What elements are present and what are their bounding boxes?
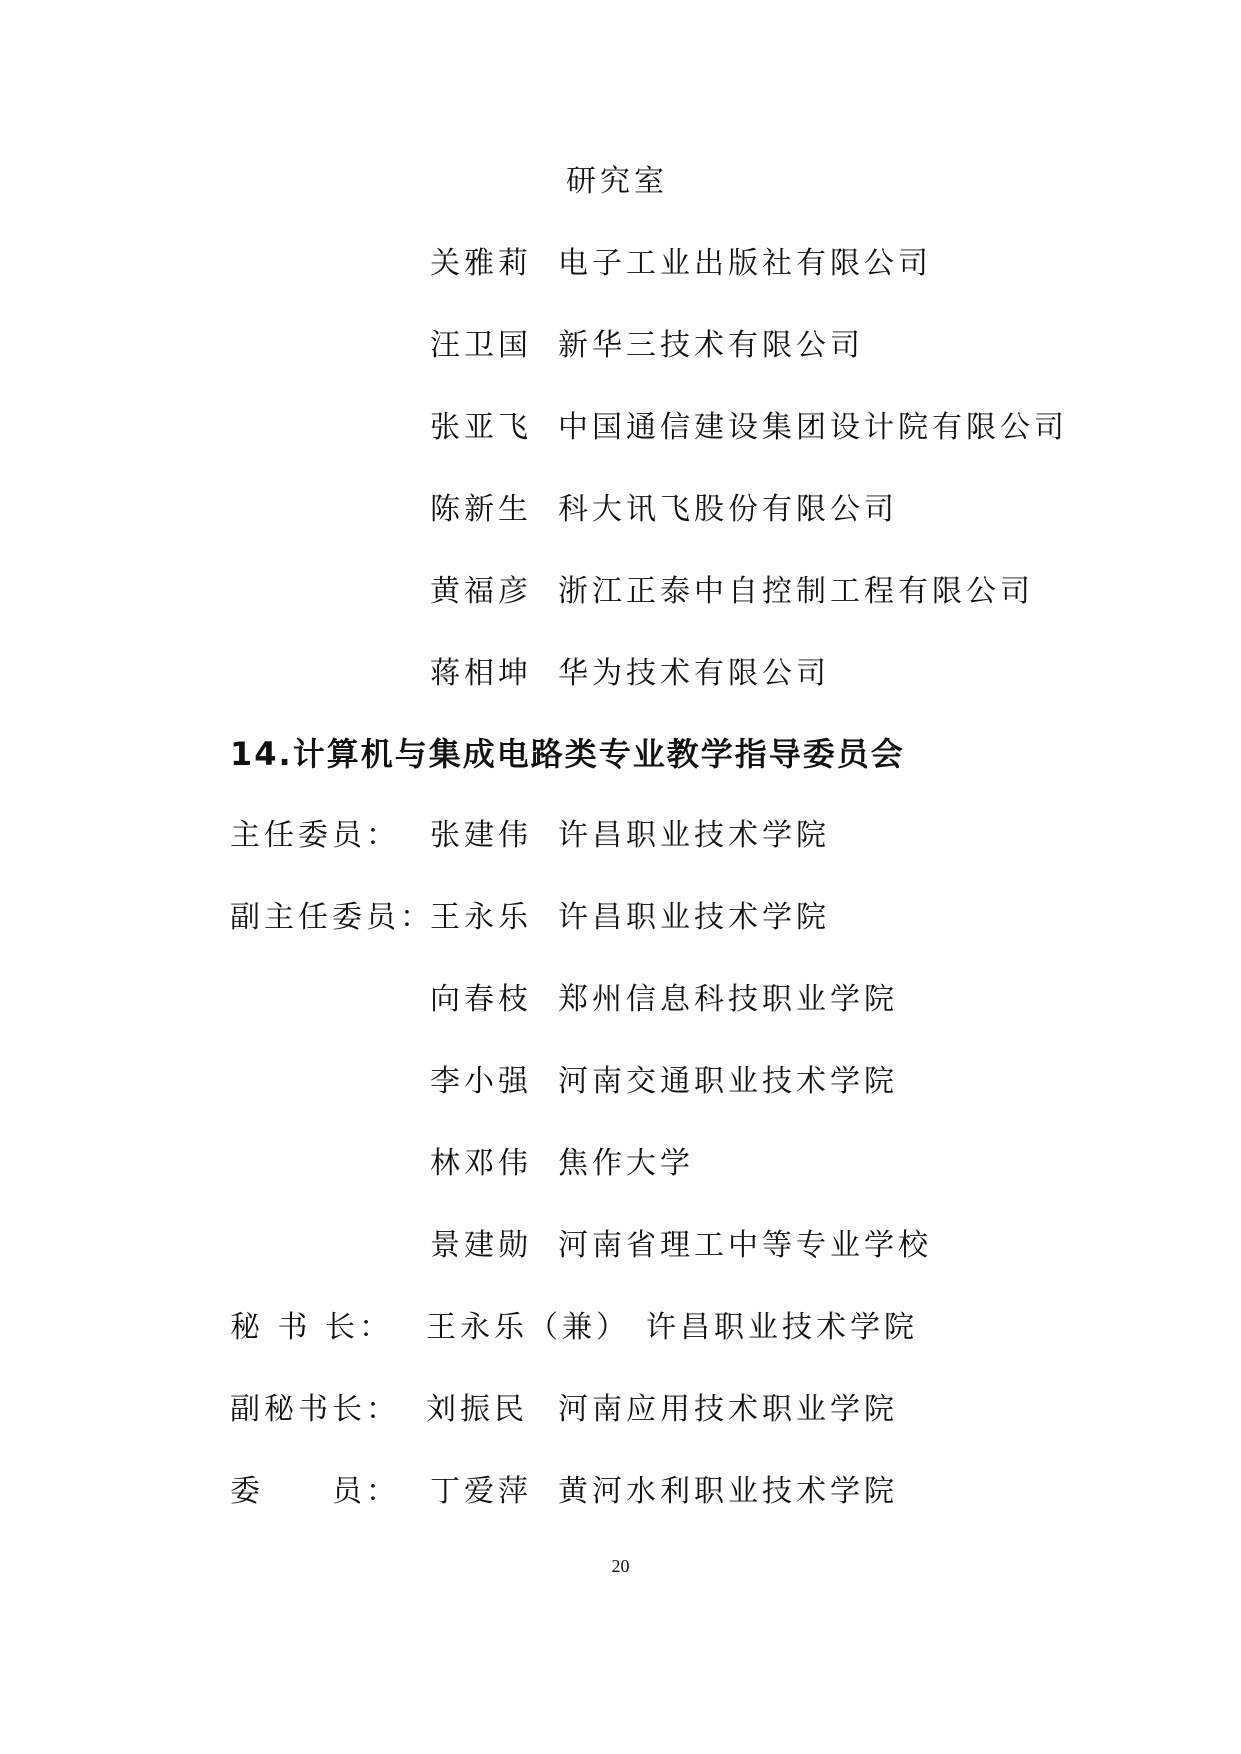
- continued-org-text: 研究室: [566, 164, 668, 199]
- role-label: 主任委员：: [230, 818, 400, 853]
- member-org: 新华三技术有限公司: [558, 328, 864, 363]
- member-org: 浙江正泰中自控制工程有限公司: [558, 574, 1034, 609]
- member-name: 陈新生: [430, 492, 532, 527]
- member-name: 黄福彦: [430, 574, 532, 609]
- member-org: 许昌职业技术学院: [646, 1310, 918, 1345]
- member-name: 王永乐: [430, 900, 532, 935]
- member-name: 李小强: [430, 1064, 532, 1099]
- role-label: 副秘书长：: [230, 1392, 400, 1427]
- member-name: 景建勋: [430, 1228, 532, 1263]
- role-label: 委 员：: [230, 1474, 400, 1509]
- member-org: 黄河水利职业技术学院: [558, 1474, 898, 1509]
- member-org: 科大讯飞股份有限公司: [558, 492, 898, 527]
- member-name: 丁爱萍: [430, 1474, 532, 1509]
- member-name: 汪卫国: [430, 328, 532, 363]
- member-org: 电子工业出版社有限公司: [558, 246, 932, 281]
- member-org: 郑州信息科技职业学院: [558, 982, 898, 1017]
- member-org: 河南应用技术职业学院: [558, 1392, 898, 1427]
- role-label: 秘 书 长：: [230, 1310, 394, 1345]
- member-name: 张亚飞: [430, 410, 532, 445]
- member-org: 许昌职业技术学院: [558, 900, 830, 935]
- page-number: 20: [611, 1556, 630, 1576]
- member-name: 向春枝: [430, 982, 532, 1017]
- member-name: 蒋相坤: [430, 656, 532, 691]
- member-name: 林邓伟: [430, 1146, 532, 1181]
- member-org: 中国通信建设集团设计院有限公司: [558, 410, 1068, 445]
- member-org: 河南省理工中等专业学校: [558, 1228, 932, 1263]
- member-name: 王永乐（兼）: [426, 1310, 630, 1345]
- member-name: 刘振民: [426, 1392, 528, 1427]
- member-org: 河南交通职业技术学院: [558, 1064, 898, 1099]
- member-org: 许昌职业技术学院: [558, 818, 830, 853]
- member-org: 华为技术有限公司: [558, 656, 830, 691]
- section-heading: 14.计算机与集成电路类专业教学指导委员会: [230, 735, 905, 773]
- member-name: 张建伟: [430, 818, 532, 853]
- member-name: 关雅莉: [430, 246, 532, 281]
- member-org: 焦作大学: [558, 1146, 694, 1181]
- role-label: 副主任委员：: [230, 900, 434, 935]
